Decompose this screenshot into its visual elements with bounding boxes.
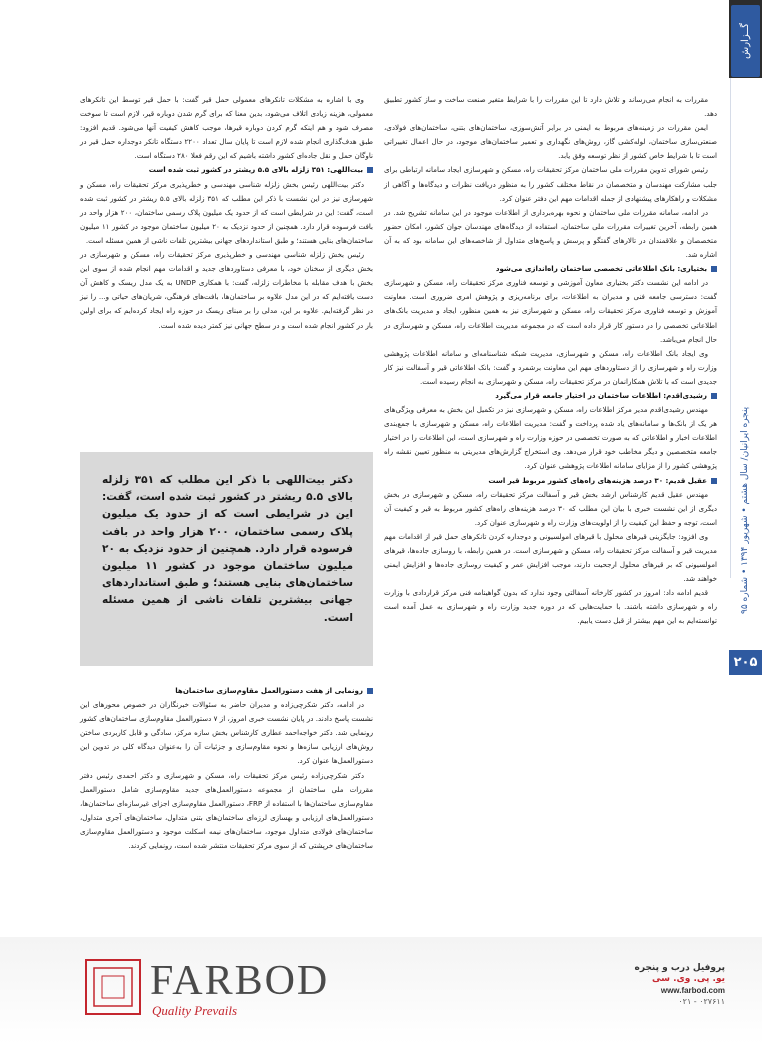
paragraph: در ادامه این نشست دکتر بختیاری معاون آموزشی و توسعه فناوری مرکز تحقیقات راه، مسکن و شهرسازی گفت: دسترسی جامعه فنی و مدیران به اطلاعات، برای برنامه‌ریزی و پژوهش امری ضروری است. معاونت آموزش و توسعه فناوری مرکز تحقیقات راه، مسکن و شهرسازی نیز به همین منظور، ایجاد و مدیریت بانک‌های اطلاعاتی تخصصی را در دستور کار قرار داده است که در مجموعه مدیریت اطلاعات راه، مسکن و شهرسازی در حال انجام می‌باشد.: [384, 278, 717, 344]
paragraph: در ادامه، سامانه مقررات ملی ساختمان و نحوه بهره‌برداری از اطلاعات موجود در این سامانه تشریح شد. در همین رابطه، آخرین تغییرات مقررات ملی ساختمان، استفاده از دیدگاه‌های مهندسان جوان کشور، امکان حضور متخصصان و علاقمندان در تالارهای گفتگو و پرسش و پاسخ‌های متداول از شاخصه‌های این سامانه بود که به آن اشاره شد.: [384, 207, 717, 260]
side-rule: [730, 78, 731, 578]
paragraph: ایمن مقررات در زمینه‌های مربوط به ایمنی در برابر آتش‌سوزی، ساختمان‌های بتنی، ساختمان‌های فولادی، صنعتی‌سازی ساختمان، لوله‌کشی گاز، روش‌های نگهداری و تعمیر ساختمان‌های موجود، در حال اعمال تغییراتی است تا با شرایط خاص کشور از نظر توسعه وفق یابد.: [384, 123, 717, 161]
paragraph: رئیس شورای تدوین مقررات ملی ساختمان مرکز تحقیقات راه، مسکن و شهرسازی ایجاد سامانه ارتباطی برای جلب مشارکت مهندسان و متخصصان در نقاط مختلف کشور را به منظور دریافت نظرات و دیدگاه‌ها و آگاهی از مشکلات و راهکارهای پیشنهادی از جمله اقدامات مهم این دفتر عنوان کرد.: [384, 165, 717, 203]
section-heading: [384, 262, 717, 276]
bullet-square-icon: [367, 167, 373, 173]
paragraph: در ادامه، دکتر شکرچی‌زاده و مدیران حاضر به سئوالات خبرنگاران در خصوص محورهای این نشست پاسخ دادند. در پایان نشست خبری امروز، از ۷ دستورالعمل مقاوم‌سازی ساختمان‌های کشور رونمایی شد. دکتر خواجه‌احمد عطاری کارشناس بخش سازه مرکز، سادگی و قابل کاربردی ساختن روش‌های ارزیابی سازه‌ها و نحوه مقاوم‌سازی و جزئیات آن را به‌عنوان دیدگاه کلی در تدوین این دستورالعمل‌ها عنوان کرد.: [80, 700, 373, 766]
article-column-right: [384, 93, 717, 629]
paragraph: مقررات به انجام می‌رساند و تلاش دارد تا این مقررات را با شرایط متغیر صنعت ساخت و ساز کشور تطبیق دهد.: [384, 95, 717, 119]
paragraph: مهندس عقیل قدیم کارشناس ارشد بخش قیر و آسفالت مرکز تحقیقات راه، مسکن و شهرسازی در بخش دیگری از این نشست خبری با بیان این مطلب که ۳۰ درصد هزینه‌های راه‌های کشور مربوط به قیر و کیفیت آن است، توجه و حفظ این کیفیت را از اولویت‌های وزارت راه و شهرسازی عنوان کرد.: [384, 489, 717, 527]
section-tab-label: گــزارش: [740, 23, 751, 59]
bullet-square-icon: [711, 393, 717, 399]
paragraph: وی ایجاد بانک اطلاعات راه، مسکن و شهرسازی، مدیریت شبکه شناسنامه‌ای و سامانه اطلاعات پژوهشی وزارت راه و شهرسازی را از دستاوردهای مهم این معاونت برشمرد و گفت: بانک اطلاعاتی قیر و آسفالت نیز کار جدیدی است که با تلاش همکارانمان در مرکز تحقیقات راه، مسکن و شهرسازی به انجام رسیده است.: [384, 348, 717, 386]
paragraph: دکتر شکرچی‌زاده رئیس مرکز تحقیقات راه، مسکن و شهرسازی و دکتر احمدی رئیس دفتر مقررات ملی ساختمان از مجموعه دستورالعمل‌های جدید مقاوم‌سازی شامل دستورالعمل مقاوم‌سازی ساختمان‌ها با استفاده از FRP، دستورالعمل مقاوم‌سازی اجزای غیرسازه‌ای ساختمان‌ها، دستورالعمل‌های ارزیابی و بهسازی لرزه‌ای ساختمان‌های بتنی متداول، ساختمان‌های آجری متداول، ساختمان‌های فولادی متداول موجود، ساختمان‌های نیمه اسکلت موجود و دستورالعمل مقاوم‌سازی ساختمان‌های خرپشتی که از سوی مرکز تحقیقات منتشر شده است، رونمایی کردند.: [80, 770, 373, 851]
paragraph: رئیس بخش زلزله شناسی مهندسی و خطرپذیری مرکز تحقیقات راه، مسکن و شهرسازی در بخش دیگری از سخنان خود، با معرفی دستاوردهای جدید و اقدامات مهم انجام شده از سوی این بخش با هدف مقابله با مخاطرات زلزله، گفت: با همکاری UNDP به یک مدل ریسک و کاهش آن دست یافته‌ایم که در این مدل علاوه بر ساختمان‌ها، بافت‌های فرهنگی، شریان‌های حیاتی و... را نیز در نظر گرفته‌ایم. علاوه بر این، مدلی را بر مبنای ریسک در حوزه راه ایجاد کرده‌ایم که برای اولین بار در کشور انجام شده است و در سطح جهانی نیز کمتر دیده شده است.: [80, 250, 373, 330]
pull-quote-text: دکتر بیت‌اللهی با ذکر این مطلب که ۳۵۱ زلزله بالای ۵.۵ ریشتر در کشور ثبت شده است، گفت: این در شرایطی است که از حدود یک میلیون پلاک رسمی ساختمان، ۲۰۰ هزار واحد در بافت فرسوده قرار دارد. همچنین از حدود نزدیک به ۲۰ میلیون ساختمان موجود در کشور ۱۱ میلیون ساختمان‌های بنایی هستند؛ و طبق استانداردهای جهانی بیشترین تلفات ناشی از همین مسئله است.: [102, 474, 354, 624]
section-heading-text: عقیل قدیم: ۳۰ درصد هزینه‌های راه‌های کشور مربوط قیر است: [488, 475, 707, 485]
brand-tagline: Quality Prevails: [152, 1003, 238, 1018]
section-heading: [80, 163, 373, 177]
pull-quote-box: [80, 452, 373, 666]
advert-info: [615, 963, 725, 1006]
brand-logo-text: FARBOD: [150, 958, 330, 1004]
section-heading: [80, 684, 373, 698]
paragraph: وی با اشاره به مشکلات تانکرهای معمولی حمل قیر گفت: با حمل قیر توسط این تانکرهای معمولی، هزینه زیادی اتلاف می‌شود، بدین معنا که برای گرم شدن دوباره قیر، لازم است تا سوخت مصرف شود و هم اینکه گرم کردن دوباره قیرها، موجب کاهش کیفیت آنها می‌شود. قدیم افزود: طبق هدف‌گذاری انجام شده لازم است تا پایان سال تعداد ۲۲۰۰ دستگاه تانکر دوجداره حمل قیر در ناوگان حمل و نقل جاده‌ای کشور داشته باشیم که این رقم فعلا ۲۸۰ دستگاه است.: [80, 95, 373, 161]
section-heading-text: رشیدی‌اقدم: اطلاعات ساختمان در اختیار جامعه قرار می‌گیرد: [495, 390, 707, 400]
farbod-logo-icon: [80, 954, 146, 1020]
section-heading: [384, 474, 717, 488]
section-heading-text: بیت‌اللهی: ۳۵۱ زلزله بالای ۵.۵ ریشتر در کشور ثبت شده است: [148, 165, 363, 175]
article-column-left-top: [80, 93, 373, 333]
paragraph: دکتر بیت‌اللهی رئیس بخش زلزله شناسی مهندسی و خطرپذیری مرکز تحقیقات راه، مسکن و شهرسازی نیز در این نشست با ذکر این مطلب که ۳۵۱ زلزله بالای ۵.۵ ریشتر در کشور ثبت شده است، گفت: این در شرایطی است که از حدود یک میلیون پلاک رسمی ساختمان، ۲۰۰ هزار واحد در بافت فرسوده قرار دارد. همچنین از حدود نزدیک به ۲۰ میلیون ساختمان موجود در کشور ۱۱ میلیون ساختمان‌های بنایی هستند؛ و طبق استانداردهای جهانی بیشترین تلفات ناشی از همین مسئله است.: [80, 179, 374, 245]
section-heading: [384, 389, 717, 403]
bullet-square-icon: [367, 688, 373, 694]
issue-caption: پنجره ایرانیان/ سال هشتم • شهریور ۱۳۹۴ • شماره ۹۵: [740, 406, 750, 614]
paragraph: وی افزود: جایگزینی قیرهای محلول با قیرهای امولسیونی و دوجداره کردن تانکرهای حمل قیر از اقدامات مهم مدیریت قیر و آسفالت مرکز تحقیقات راه، مسکن و شهرسازی است. در همین رابطه، با روسازی جاده‌ها، قیرهای امولسیونی که بر قیرهای محلول ارجحیت دارند، موجب افزایش عمر و کیفیت روسازی جاده‌ها و افزایش ایمنی خواهند شد.: [384, 531, 717, 584]
page-number: ۲۰۵: [729, 650, 762, 675]
bullet-square-icon: [711, 478, 717, 484]
advert-phone: ۰۲۱ - ۰۲۷۶۱۱: [678, 997, 725, 1006]
advert-subtitle: یو. پی. وی. سی: [652, 974, 725, 984]
paragraph: مهندس رشیدی‌اقدم مدیر مرکز اطلاعات راه، مسکن و شهرسازی نیز در تکمیل این بخش به معرفی ویژگی‌های هر یک از بانک‌ها و سامانه‌های یاد شده پرداخت و گفت: مدیریت اطلاعات راه، مسکن و شهرسازی با جمع‌بندی اطلاعات اخبار و اطلاعاتی که به صورت تخصصی در حوزه وزارت راه و شهرسازی است، این اطلاعات را در اختیار جامعه متخصصین و دیگر مخاطب خود قرار می‌دهد. وی استخراج گزارش‌های مدیریتی به منظور تعیین نقشه راه پژوهشی کشور را از مزایای سامانه اطلاعات پژوهشی عنوان کرد.: [384, 405, 717, 471]
advert-title: پروفیل درب و پنجره: [634, 963, 725, 973]
section-heading-text: رونمایی از هفت دستورالعمل مقاوم‌سازی ساختمان‌ها: [175, 686, 363, 695]
paragraph: قدیم ادامه داد: امروز در کشور کارخانه آسفالتی وجود ندارد که بدون گواهینامه فنی مرکز قراردادی با وزارت راه و شهرسازی داشته باشند. با حمایت‌هایی که در دوره جدید وزارت راه و شهرسازی به عمل آمده است توانسته‌ایم به این مهم بیشتر از قبل دست یابیم.: [384, 588, 717, 626]
bullet-square-icon: [711, 266, 717, 272]
article-column-left-bottom: [80, 684, 373, 853]
advert-url: www.farbod.com: [660, 986, 725, 995]
section-heading-text: بختیاری: بانک اطلاعاتی تخصصی ساختمان راه‌اندازی می‌شود: [495, 264, 707, 274]
